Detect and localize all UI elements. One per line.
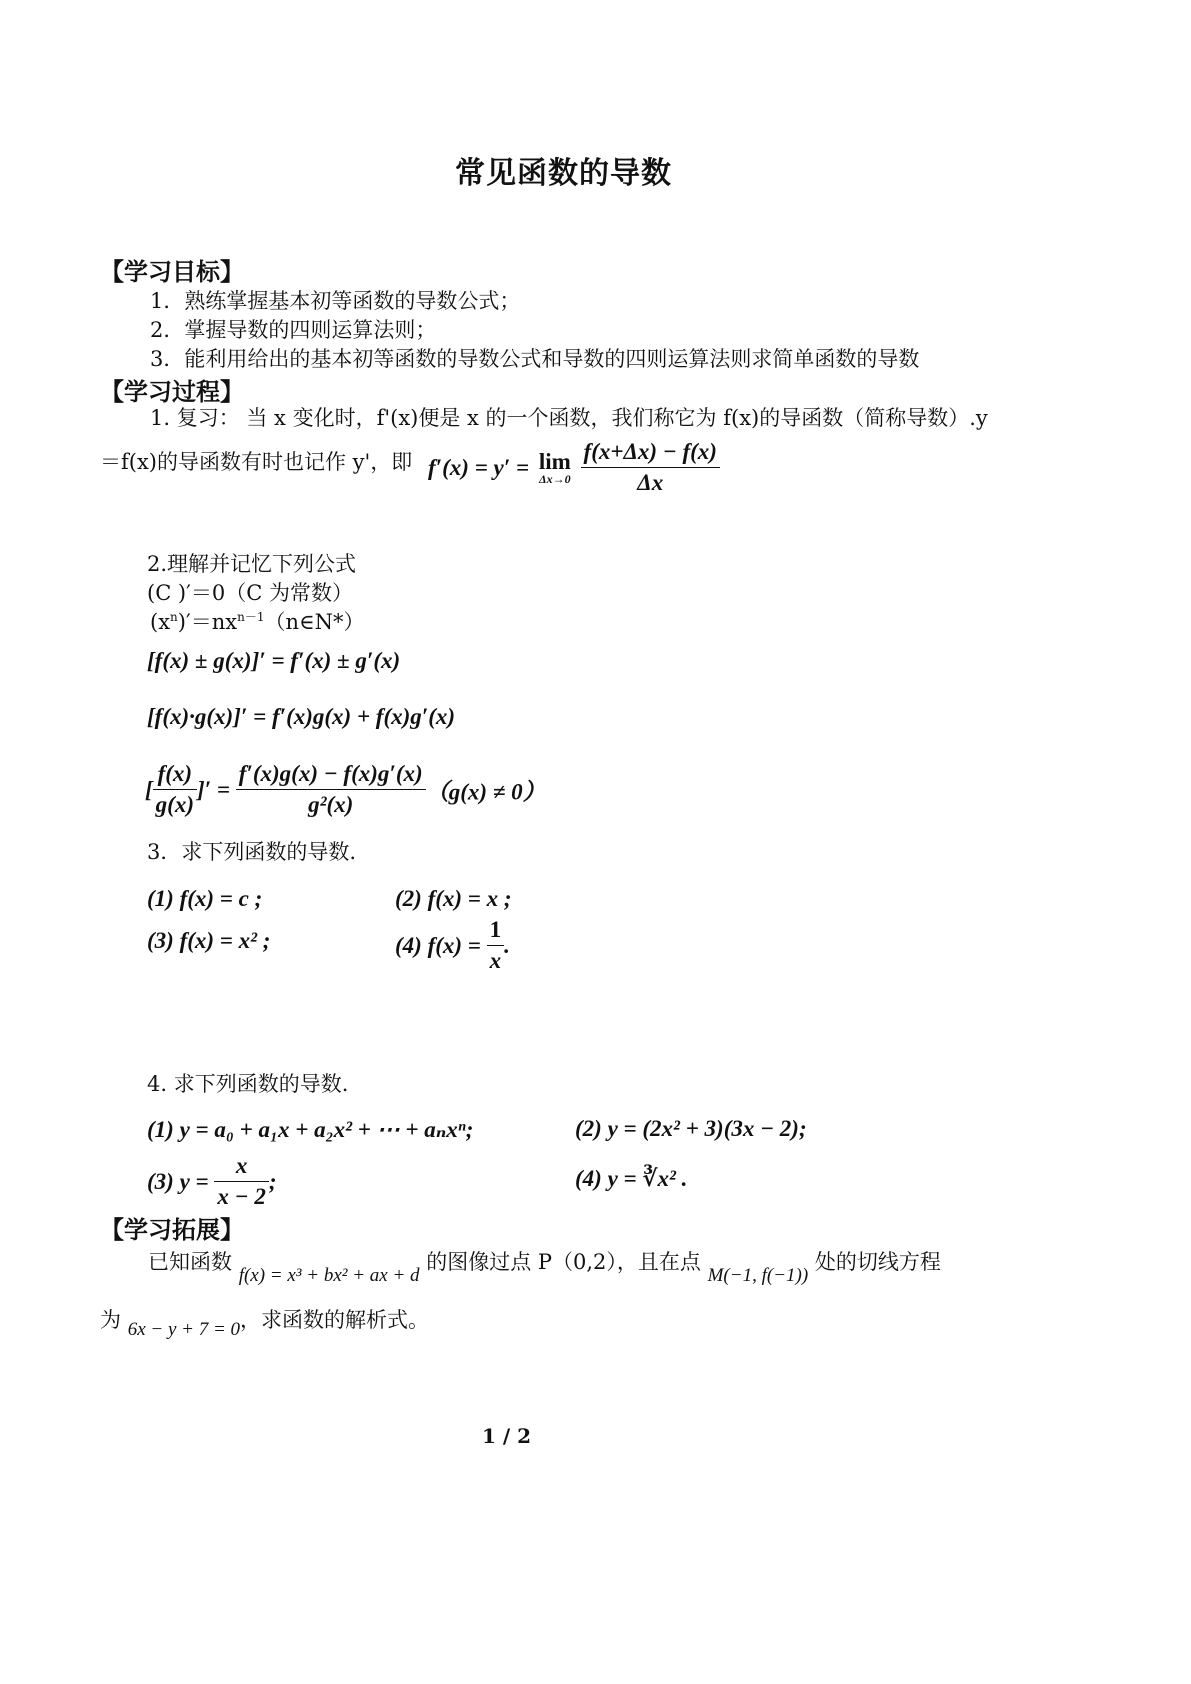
ext-point: M(−1, f(−1)) [707, 1265, 809, 1286]
ext-text-c: 处的切线方程 [814, 1250, 941, 1274]
extension-line-1 [148, 1246, 941, 1286]
ext-text-b: 的图像过点 P（0,2），且在点 [426, 1250, 701, 1274]
power-rule-mid: )′＝nx [177, 610, 238, 634]
extension-line-2 [100, 1304, 430, 1340]
ext-text-e: ，求函数的解析式。 [240, 1308, 430, 1332]
q4-item-1: (1) y = a₀ + a₁x + a₂x² + ⋯ + aₙxⁿ; [147, 1117, 474, 1142]
limit-fraction [581, 438, 720, 498]
sum-rule: [f(x) ± g(x)]′ = f′(x) ± g′(x) [147, 648, 401, 673]
limit-operator [539, 450, 571, 485]
limit-lhs: f′(x) = y′ = [428, 454, 535, 480]
q3-item-2: (2) f(x) = x ; [395, 886, 512, 911]
limit-word: lim [538, 449, 571, 475]
q3-item-4 [395, 916, 510, 976]
quotient-denominator: g²(x) [308, 791, 354, 817]
derivative-limit-formula [428, 438, 720, 498]
q4-item-3-den: x − 2 [217, 1183, 266, 1209]
q3-item-3: (3) f(x) = x² ; [147, 928, 271, 953]
review-line-2: ＝f(x)的导函数有时也记作 y'，即 [100, 450, 413, 474]
q4-item-4: (4) y = ∛x² . [575, 1166, 688, 1191]
power-rule-exp2: n－1 [237, 610, 265, 624]
q4-item-3-num: x [214, 1152, 268, 1182]
q3-item-4-num: 1 [487, 916, 505, 946]
goal-item-3: 3．能利用给出的基本初等函数的导数公式和导数的四则运算法则求简单函数的导数 [150, 347, 920, 371]
quotient-inner-fraction [153, 760, 197, 820]
goal-item-2: 2．掌握导数的四则运算法则； [150, 318, 437, 342]
q4-item-2: (2) y = (2x² + 3)(3x − 2); [575, 1116, 807, 1141]
power-rule [150, 606, 364, 636]
section-heading-process: 【学习过程】 [100, 377, 244, 406]
q3-heading: 3．求下列函数的导数. [147, 840, 357, 864]
const-rule: (C )′＝0（C 为常数） [147, 581, 354, 605]
power-rule-tail: （n∈N*） [264, 610, 365, 634]
section-heading-goals: 【学习目标】 [100, 257, 244, 286]
ext-tangent-eq: 6x − y + 7 = 0 [127, 1319, 241, 1340]
q3-item-4-den: x [489, 947, 502, 973]
quotient-inner-num: f(x) [153, 760, 197, 790]
q3-item-4-lhs: (4) f(x) = [395, 932, 487, 958]
q3-item-4-fraction [487, 916, 505, 976]
quotient-outer-fraction [236, 760, 426, 820]
goal-item-1: 1．熟练掌握基本初等函数的导数公式； [150, 289, 521, 313]
limit-numerator: f(x+Δx) − f(x) [581, 438, 720, 468]
quotient-condition: （g(x) ≠ 0） [425, 779, 546, 805]
q4-item-3-tail: ; [268, 1168, 277, 1194]
q4-item-3 [147, 1152, 277, 1212]
quotient-inner-den: g(x) [155, 791, 194, 817]
q3-item-4-tail: . [504, 932, 510, 958]
review-line-1: 1. 复习： 当 x 变化时，f'(x)便是 x 的一个函数，我们称它为 f(x)的导函数（简称导数）.y [150, 406, 988, 430]
q4-item-3-lhs: (3) y = [147, 1168, 215, 1194]
product-rule: [f(x)·g(x)]′ = f′(x)g(x) + f(x)g′(x) [147, 704, 456, 729]
power-rule-base: (x [150, 610, 171, 634]
quotient-close: ]′ = [197, 776, 230, 802]
q4-heading: 4. 求下列函数的导数. [147, 1072, 349, 1096]
ext-text-a: 已知函数 [148, 1250, 232, 1274]
page-number: 1 / 2 [482, 1424, 532, 1448]
section-heading-extension: 【学习拓展】 [100, 1215, 244, 1244]
quotient-rule [145, 760, 546, 820]
ext-text-d: 为 [100, 1308, 121, 1332]
power-rule-exp: n [170, 610, 178, 624]
page-title: 常见函数的导数 [455, 156, 672, 191]
ext-function: f(x) = x³ + bx² + ax + d [238, 1265, 420, 1286]
q3-item-1: (1) f(x) = c ; [147, 886, 263, 911]
limit-subscript: Δx→0 [539, 472, 571, 487]
formulas-heading: 2.理解并记忆下列公式 [147, 552, 357, 576]
quotient-open-bracket: [ [145, 776, 153, 802]
quotient-numerator: f′(x)g(x) − f(x)g′(x) [236, 760, 426, 790]
q4-item-3-fraction [214, 1152, 268, 1212]
limit-denominator: Δx [637, 469, 664, 495]
